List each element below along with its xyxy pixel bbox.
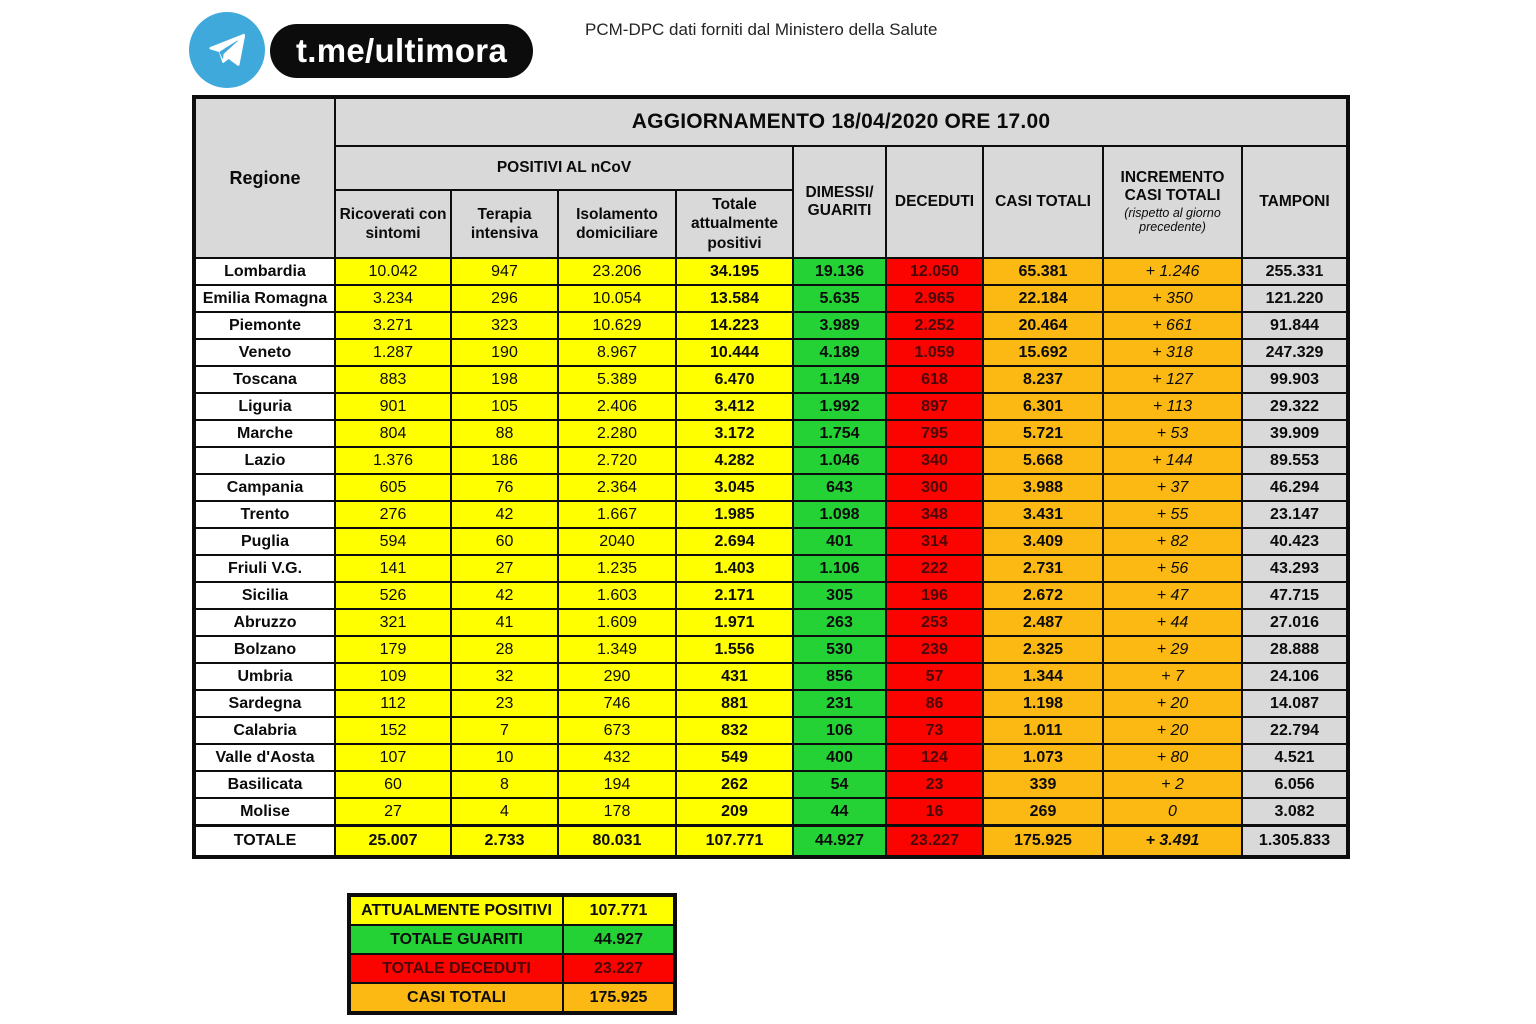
cell-tamponi: 46.294	[1242, 474, 1348, 501]
cell-casi-totali: 175.925	[983, 826, 1103, 858]
table-row	[194, 717, 1348, 744]
summary-label: CASI TOTALI	[349, 983, 563, 1013]
cell-isolamento: 194	[558, 771, 676, 798]
table-title: AGGIORNAMENTO 18/04/2020 ORE 17.00	[335, 97, 1348, 146]
cell-regione: Veneto	[194, 339, 335, 366]
positivi-group-header: POSITIVI AL nCoV	[335, 146, 793, 190]
cell-incremento: 0	[1103, 798, 1242, 826]
terapia-intensiva-header: Terapia intensiva	[451, 190, 558, 258]
cell-terapia-intensiva: 23	[451, 690, 558, 717]
cell-casi-totali: 6.301	[983, 393, 1103, 420]
cell-dimessi-guariti: 305	[793, 582, 886, 609]
cell-dimessi-guariti: 400	[793, 744, 886, 771]
cell-totale-positivi: 3.045	[676, 474, 793, 501]
cell-regione: Calabria	[194, 717, 335, 744]
cell-terapia-intensiva: 8	[451, 771, 558, 798]
cell-deceduti: 348	[886, 501, 983, 528]
cell-totale-positivi: 262	[676, 771, 793, 798]
cell-incremento: + 53	[1103, 420, 1242, 447]
cell-ricoverati: 276	[335, 501, 451, 528]
cell-regione: Abruzzo	[194, 609, 335, 636]
cell-tamponi: 47.715	[1242, 582, 1348, 609]
cell-tamponi: 255.331	[1242, 258, 1348, 285]
cell-regione: TOTALE	[194, 826, 335, 858]
cell-casi-totali: 20.464	[983, 312, 1103, 339]
cell-dimessi-guariti: 1.046	[793, 447, 886, 474]
cell-deceduti: 253	[886, 609, 983, 636]
cell-regione: Toscana	[194, 366, 335, 393]
cell-regione: Trento	[194, 501, 335, 528]
cell-terapia-intensiva: 88	[451, 420, 558, 447]
summary-body	[349, 895, 675, 1013]
cell-deceduti: 239	[886, 636, 983, 663]
cell-regione: Lazio	[194, 447, 335, 474]
cell-regione: Liguria	[194, 393, 335, 420]
cell-terapia-intensiva: 105	[451, 393, 558, 420]
channel-badge	[270, 24, 533, 78]
cell-regione: Piemonte	[194, 312, 335, 339]
cell-ricoverati: 605	[335, 474, 451, 501]
cell-incremento: + 56	[1103, 555, 1242, 582]
cell-totale-positivi: 13.584	[676, 285, 793, 312]
table-row	[194, 447, 1348, 474]
cell-tamponi: 91.844	[1242, 312, 1348, 339]
cell-isolamento: 1.667	[558, 501, 676, 528]
cell-ricoverati: 112	[335, 690, 451, 717]
cell-totale-positivi: 431	[676, 663, 793, 690]
cell-regione: Bolzano	[194, 636, 335, 663]
cell-deceduti: 897	[886, 393, 983, 420]
cell-ricoverati: 27	[335, 798, 451, 826]
cell-casi-totali: 5.721	[983, 420, 1103, 447]
cell-incremento: + 661	[1103, 312, 1242, 339]
cell-dimessi-guariti: 1.149	[793, 366, 886, 393]
cell-totale-positivi: 107.771	[676, 826, 793, 858]
summary-row	[349, 925, 675, 954]
incremento-header	[1103, 146, 1242, 258]
cell-deceduti: 86	[886, 690, 983, 717]
cell-totale-positivi: 6.470	[676, 366, 793, 393]
cell-ricoverati: 883	[335, 366, 451, 393]
cell-dimessi-guariti: 106	[793, 717, 886, 744]
cell-totale-positivi: 1.985	[676, 501, 793, 528]
total-row	[194, 826, 1348, 858]
cell-incremento: + 55	[1103, 501, 1242, 528]
cell-tamponi: 4.521	[1242, 744, 1348, 771]
cell-deceduti: 196	[886, 582, 983, 609]
table-row	[194, 744, 1348, 771]
cell-tamponi: 40.423	[1242, 528, 1348, 555]
table-row	[194, 393, 1348, 420]
cell-deceduti: 124	[886, 744, 983, 771]
cell-regione: Basilicata	[194, 771, 335, 798]
cell-deceduti: 300	[886, 474, 983, 501]
cell-ricoverati: 804	[335, 420, 451, 447]
cell-isolamento: 2.720	[558, 447, 676, 474]
cell-casi-totali: 15.692	[983, 339, 1103, 366]
cell-terapia-intensiva: 198	[451, 366, 558, 393]
cell-isolamento: 2.406	[558, 393, 676, 420]
dimessi-guariti-header: DIMESSI/ GUARITI	[793, 146, 886, 258]
cell-regione: Lombardia	[194, 258, 335, 285]
cell-casi-totali: 1.073	[983, 744, 1103, 771]
cell-tamponi: 28.888	[1242, 636, 1348, 663]
cell-totale-positivi: 1.556	[676, 636, 793, 663]
cell-deceduti: 340	[886, 447, 983, 474]
cell-terapia-intensiva: 947	[451, 258, 558, 285]
cell-casi-totali: 3.409	[983, 528, 1103, 555]
cell-isolamento: 8.967	[558, 339, 676, 366]
cell-isolamento: 1.349	[558, 636, 676, 663]
cell-tamponi: 121.220	[1242, 285, 1348, 312]
cell-casi-totali: 65.381	[983, 258, 1103, 285]
incremento-header-note: (rispetto al giorno precedente)	[1124, 205, 1221, 235]
cell-dimessi-guariti: 1.754	[793, 420, 886, 447]
cell-deceduti: 23	[886, 771, 983, 798]
cell-tamponi: 99.903	[1242, 366, 1348, 393]
cell-casi-totali: 5.668	[983, 447, 1103, 474]
cell-incremento: + 127	[1103, 366, 1242, 393]
cell-ricoverati: 152	[335, 717, 451, 744]
cell-isolamento: 2.280	[558, 420, 676, 447]
cell-totale-positivi: 2.694	[676, 528, 793, 555]
cell-regione: Molise	[194, 798, 335, 826]
summary-value: 44.927	[563, 925, 675, 954]
cell-ricoverati: 179	[335, 636, 451, 663]
table-row	[194, 636, 1348, 663]
cell-deceduti: 57	[886, 663, 983, 690]
cell-terapia-intensiva: 323	[451, 312, 558, 339]
cell-terapia-intensiva: 60	[451, 528, 558, 555]
isolamento-header: Isolamento domiciliare	[558, 190, 676, 258]
cell-deceduti: 795	[886, 420, 983, 447]
cell-incremento: + 47	[1103, 582, 1242, 609]
cell-dimessi-guariti: 1.992	[793, 393, 886, 420]
cell-totale-positivi: 3.172	[676, 420, 793, 447]
cell-incremento: + 20	[1103, 717, 1242, 744]
summary-row	[349, 983, 675, 1013]
cell-ricoverati: 107	[335, 744, 451, 771]
cell-tamponi: 89.553	[1242, 447, 1348, 474]
cell-isolamento: 10.054	[558, 285, 676, 312]
cell-regione: Sicilia	[194, 582, 335, 609]
cell-casi-totali: 22.184	[983, 285, 1103, 312]
cell-isolamento: 746	[558, 690, 676, 717]
cell-dimessi-guariti: 856	[793, 663, 886, 690]
telegram-logo	[189, 12, 265, 88]
cell-casi-totali: 2.731	[983, 555, 1103, 582]
cell-terapia-intensiva: 32	[451, 663, 558, 690]
cell-ricoverati: 3.234	[335, 285, 451, 312]
cell-ricoverati: 60	[335, 771, 451, 798]
cell-deceduti: 12.050	[886, 258, 983, 285]
cell-terapia-intensiva: 10	[451, 744, 558, 771]
cell-ricoverati: 321	[335, 609, 451, 636]
summary-label: TOTALE GUARITI	[349, 925, 563, 954]
regione-column-header: Regione	[194, 97, 335, 258]
table-row	[194, 285, 1348, 312]
cell-casi-totali: 339	[983, 771, 1103, 798]
cell-regione: Valle d'Aosta	[194, 744, 335, 771]
cell-tamponi: 29.322	[1242, 393, 1348, 420]
cell-terapia-intensiva: 28	[451, 636, 558, 663]
cell-casi-totali: 2.672	[983, 582, 1103, 609]
cell-tamponi: 24.106	[1242, 663, 1348, 690]
source-note: PCM-DPC dati forniti dal Ministero della Salute	[585, 20, 938, 39]
cell-isolamento: 23.206	[558, 258, 676, 285]
table-row	[194, 609, 1348, 636]
cell-regione: Campania	[194, 474, 335, 501]
cell-terapia-intensiva: 7	[451, 717, 558, 744]
cell-casi-totali: 3.988	[983, 474, 1103, 501]
cell-deceduti: 222	[886, 555, 983, 582]
table-row	[194, 663, 1348, 690]
cell-casi-totali: 8.237	[983, 366, 1103, 393]
cell-tamponi: 43.293	[1242, 555, 1348, 582]
casi-totali-header: CASI TOTALI	[983, 146, 1103, 258]
cell-totale-positivi: 2.171	[676, 582, 793, 609]
cell-tamponi: 3.082	[1242, 798, 1348, 826]
ricoverati-header: Ricoverati con sintomi	[335, 190, 451, 258]
cell-ricoverati: 1.376	[335, 447, 451, 474]
cell-incremento: + 37	[1103, 474, 1242, 501]
cell-casi-totali: 3.431	[983, 501, 1103, 528]
cell-totale-positivi: 549	[676, 744, 793, 771]
table-row	[194, 366, 1348, 393]
cell-tamponi: 39.909	[1242, 420, 1348, 447]
table-row	[194, 474, 1348, 501]
cell-isolamento: 1.603	[558, 582, 676, 609]
cell-dimessi-guariti: 643	[793, 474, 886, 501]
summary-label: ATTUALMENTE POSITIVI	[349, 895, 563, 925]
cell-incremento: + 1.246	[1103, 258, 1242, 285]
cell-terapia-intensiva: 42	[451, 582, 558, 609]
cell-casi-totali: 2.487	[983, 609, 1103, 636]
cell-deceduti: 618	[886, 366, 983, 393]
cell-deceduti: 2.252	[886, 312, 983, 339]
cell-totale-positivi: 3.412	[676, 393, 793, 420]
cell-totale-positivi: 4.282	[676, 447, 793, 474]
cell-dimessi-guariti: 231	[793, 690, 886, 717]
cell-regione: Umbria	[194, 663, 335, 690]
summary-row	[349, 954, 675, 983]
cell-regione: Marche	[194, 420, 335, 447]
header-row-groups	[194, 146, 1348, 190]
cell-terapia-intensiva: 41	[451, 609, 558, 636]
cell-regione: Friuli V.G.	[194, 555, 335, 582]
cell-totale-positivi: 10.444	[676, 339, 793, 366]
cell-incremento: + 3.491	[1103, 826, 1242, 858]
cell-deceduti: 73	[886, 717, 983, 744]
summary-row	[349, 895, 675, 925]
table-row	[194, 798, 1348, 826]
cell-isolamento: 432	[558, 744, 676, 771]
summary-value: 175.925	[563, 983, 675, 1013]
table-row	[194, 312, 1348, 339]
cell-ricoverati: 109	[335, 663, 451, 690]
cell-dimessi-guariti: 44.927	[793, 826, 886, 858]
cell-incremento: + 2	[1103, 771, 1242, 798]
cell-ricoverati: 526	[335, 582, 451, 609]
cell-incremento: + 20	[1103, 690, 1242, 717]
cell-tamponi: 6.056	[1242, 771, 1348, 798]
cell-incremento: + 82	[1103, 528, 1242, 555]
cell-ricoverati: 3.271	[335, 312, 451, 339]
cell-ricoverati: 1.287	[335, 339, 451, 366]
cell-totale-positivi: 34.195	[676, 258, 793, 285]
summary-value: 107.771	[563, 895, 675, 925]
cell-incremento: + 7	[1103, 663, 1242, 690]
table-row	[194, 258, 1348, 285]
totale-positivi-header: Totale attualmente positivi	[676, 190, 793, 258]
tamponi-header: TAMPONI	[1242, 146, 1348, 258]
channel-badge-label: t.me/ultimora	[296, 32, 508, 69]
cell-dimessi-guariti: 5.635	[793, 285, 886, 312]
deceduti-header: DECEDUTI	[886, 146, 983, 258]
summary-table	[347, 893, 677, 1015]
cell-totale-positivi: 1.971	[676, 609, 793, 636]
cell-tamponi: 23.147	[1242, 501, 1348, 528]
cell-deceduti: 314	[886, 528, 983, 555]
cell-isolamento: 5.389	[558, 366, 676, 393]
cell-incremento: + 318	[1103, 339, 1242, 366]
cell-deceduti: 16	[886, 798, 983, 826]
cell-dimessi-guariti: 44	[793, 798, 886, 826]
cell-dimessi-guariti: 263	[793, 609, 886, 636]
cell-incremento: + 80	[1103, 744, 1242, 771]
cell-terapia-intensiva: 190	[451, 339, 558, 366]
cell-dimessi-guariti: 4.189	[793, 339, 886, 366]
table-row	[194, 528, 1348, 555]
cell-isolamento: 80.031	[558, 826, 676, 858]
cell-terapia-intensiva: 27	[451, 555, 558, 582]
cell-tamponi: 27.016	[1242, 609, 1348, 636]
cell-incremento: + 44	[1103, 609, 1242, 636]
cell-dimessi-guariti: 401	[793, 528, 886, 555]
cell-dimessi-guariti: 1.106	[793, 555, 886, 582]
cell-totale-positivi: 1.403	[676, 555, 793, 582]
paper-plane-icon	[205, 28, 249, 72]
cell-ricoverati: 141	[335, 555, 451, 582]
cell-deceduti: 1.059	[886, 339, 983, 366]
cell-terapia-intensiva: 76	[451, 474, 558, 501]
cell-incremento: + 144	[1103, 447, 1242, 474]
cell-isolamento: 2.364	[558, 474, 676, 501]
header-row-title	[194, 97, 1348, 146]
cell-isolamento: 673	[558, 717, 676, 744]
cell-ricoverati: 25.007	[335, 826, 451, 858]
cell-terapia-intensiva: 42	[451, 501, 558, 528]
table-row	[194, 339, 1348, 366]
table-row	[194, 555, 1348, 582]
cell-tamponi: 22.794	[1242, 717, 1348, 744]
cell-terapia-intensiva: 296	[451, 285, 558, 312]
incremento-header-label: INCREMENTO CASI TOTALI	[1120, 169, 1225, 205]
cell-ricoverati: 594	[335, 528, 451, 555]
cell-tamponi: 1.305.833	[1242, 826, 1348, 858]
cell-tamponi: 247.329	[1242, 339, 1348, 366]
cell-regione: Puglia	[194, 528, 335, 555]
cell-dimessi-guariti: 19.136	[793, 258, 886, 285]
cell-casi-totali: 1.198	[983, 690, 1103, 717]
cell-regione: Emilia Romagna	[194, 285, 335, 312]
cell-casi-totali: 1.011	[983, 717, 1103, 744]
cell-isolamento: 1.609	[558, 609, 676, 636]
table-row	[194, 501, 1348, 528]
cell-incremento: + 113	[1103, 393, 1242, 420]
cell-casi-totali: 2.325	[983, 636, 1103, 663]
cell-isolamento: 290	[558, 663, 676, 690]
summary-value: 23.227	[563, 954, 675, 983]
cell-totale-positivi: 832	[676, 717, 793, 744]
cell-isolamento: 1.235	[558, 555, 676, 582]
cell-totale-positivi: 881	[676, 690, 793, 717]
cell-tamponi: 14.087	[1242, 690, 1348, 717]
cell-isolamento: 178	[558, 798, 676, 826]
table-row	[194, 582, 1348, 609]
cell-terapia-intensiva: 2.733	[451, 826, 558, 858]
cell-casi-totali: 1.344	[983, 663, 1103, 690]
cell-terapia-intensiva: 186	[451, 447, 558, 474]
cell-ricoverati: 10.042	[335, 258, 451, 285]
cell-casi-totali: 269	[983, 798, 1103, 826]
cell-incremento: + 29	[1103, 636, 1242, 663]
table-body	[194, 258, 1348, 857]
cell-incremento: + 350	[1103, 285, 1242, 312]
cell-regione: Sardegna	[194, 690, 335, 717]
cell-terapia-intensiva: 4	[451, 798, 558, 826]
cell-dimessi-guariti: 3.989	[793, 312, 886, 339]
cell-ricoverati: 901	[335, 393, 451, 420]
summary-label: TOTALE DECEDUTI	[349, 954, 563, 983]
table-row	[194, 690, 1348, 717]
cell-isolamento: 10.629	[558, 312, 676, 339]
cell-dimessi-guariti: 54	[793, 771, 886, 798]
cell-isolamento: 2040	[558, 528, 676, 555]
cell-dimessi-guariti: 1.098	[793, 501, 886, 528]
table-row	[194, 420, 1348, 447]
cell-deceduti: 2.965	[886, 285, 983, 312]
cell-totale-positivi: 209	[676, 798, 793, 826]
cell-dimessi-guariti: 530	[793, 636, 886, 663]
cell-totale-positivi: 14.223	[676, 312, 793, 339]
cell-deceduti: 23.227	[886, 826, 983, 858]
table-row	[194, 771, 1348, 798]
covid-regions-table	[192, 95, 1350, 859]
